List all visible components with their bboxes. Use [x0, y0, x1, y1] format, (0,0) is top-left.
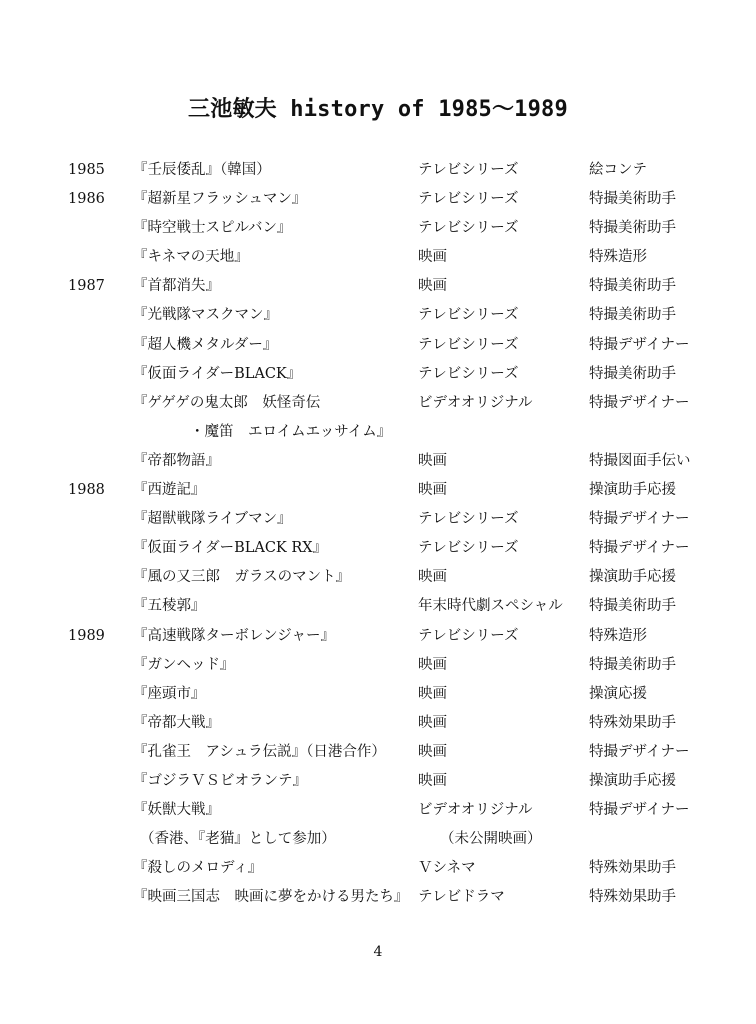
list-item: [0, 854, 756, 883]
role: 特撮美術助手: [589, 598, 676, 615]
work-title: 『映画三国志 映画に夢をかける男たち』: [133, 889, 409, 906]
work-title: 『西遊記』: [133, 482, 206, 499]
work-title: 『超獣戦隊ライブマン』: [133, 511, 292, 528]
media-type: 映画: [418, 452, 447, 469]
work-title: 『座頭市』: [133, 685, 206, 702]
media-type: テレビシリーズ: [418, 511, 519, 528]
role: 特撮デザイナー: [589, 540, 690, 557]
role: 特殊造形: [589, 627, 647, 644]
media-type: テレビシリーズ: [418, 220, 519, 237]
list-item: [0, 156, 756, 185]
media-type: ビデオオリジナル: [418, 802, 533, 819]
role: 絵コンテ: [589, 162, 647, 178]
role: 特撮デザイナー: [589, 394, 690, 411]
year: 1986: [68, 191, 105, 208]
media-type: テレビシリーズ: [418, 365, 519, 382]
role: 特撮美術助手: [589, 656, 676, 673]
work-title: 『殺しのメロディ』: [133, 860, 263, 877]
work-title: 『壬辰倭乱』（韓国）: [133, 162, 271, 178]
page-number: 4: [373, 944, 383, 960]
list-item: [0, 389, 756, 418]
media-type: ビデオオリジナル: [418, 394, 533, 411]
list-item: [0, 767, 756, 796]
year: 1988: [68, 482, 105, 499]
work-title: 『時空戦士スピルバン』: [133, 220, 292, 237]
work-title: 『首都消失』: [133, 278, 220, 295]
media-type: テレビドラマ: [418, 889, 505, 906]
role: 特撮美術助手: [589, 307, 676, 324]
media-type: テレビシリーズ: [418, 540, 519, 557]
list-item: [0, 360, 756, 389]
work-title: 『妖獣大戦』: [133, 802, 220, 819]
page-title: 三池敏夫 history of 1985～1989: [188, 97, 568, 122]
media-type: 映画: [418, 656, 447, 673]
media-type: 映画: [418, 278, 447, 295]
work-title: 『超新星フラッシュマン』: [133, 191, 307, 208]
work-title: ・魔笛 エロイムエッサイム』: [190, 423, 392, 440]
list-item: [0, 185, 756, 214]
media-type: 映画: [418, 569, 447, 586]
work-title: 『五稜郭』: [133, 598, 206, 615]
work-title: 『風の又三郎 ガラスのマント』: [133, 569, 351, 586]
work-title: 『超人機メタルダー』: [133, 336, 278, 353]
media-type: テレビシリーズ: [418, 191, 519, 208]
list-item: [0, 476, 756, 505]
work-title: 『ガンヘッド』: [133, 656, 235, 673]
work-title: 『孔雀王 アシュラ伝説』（日港合作）: [133, 743, 386, 760]
role: 特殊造形: [589, 249, 647, 266]
role: 特撮デザイナー: [589, 802, 690, 819]
role: 特撮デザイナー: [589, 743, 690, 760]
list-item: [0, 534, 756, 563]
list-item: [0, 272, 756, 301]
work-title: 『高速戦隊ターボレンジャー』: [133, 627, 335, 644]
list-item-note: [0, 825, 756, 854]
work-title: 『ゴジラＶＳビオランテ』: [133, 772, 307, 789]
media-type: 映画: [418, 743, 447, 760]
list-item: [0, 622, 756, 651]
filmography-list: [0, 156, 756, 912]
role: 特撮デザイナー: [589, 336, 690, 353]
media-type: （未公開映画）: [440, 831, 542, 848]
media-type: 映画: [418, 685, 447, 702]
list-item: [0, 680, 756, 709]
media-type: テレビシリーズ: [418, 162, 519, 178]
year: 1989: [68, 627, 105, 644]
list-item: [0, 243, 756, 272]
list-item: [0, 738, 756, 767]
list-item: [0, 563, 756, 592]
work-title: 『仮面ライダーBLACK』: [133, 365, 302, 382]
year: 1987: [68, 278, 105, 295]
role: 操演助手応援: [589, 482, 676, 499]
role: 特殊効果助手: [589, 860, 676, 877]
role: 特撮美術助手: [589, 278, 676, 295]
role: 操演応援: [589, 685, 647, 702]
work-title: 『光戦隊マスクマン』: [133, 307, 278, 324]
media-type: 映画: [418, 249, 447, 266]
media-type: テレビシリーズ: [418, 336, 519, 353]
list-item-continuation: [0, 418, 756, 447]
work-title: 『帝都大戦』: [133, 714, 220, 731]
role: 特撮美術助手: [589, 365, 676, 382]
list-item: [0, 883, 756, 912]
role: 特殊効果助手: [589, 889, 676, 906]
media-type: 年末時代劇スペシャル: [418, 598, 563, 615]
list-item: [0, 651, 756, 680]
role: 操演助手応援: [589, 569, 676, 586]
list-item: [0, 331, 756, 360]
role: 特殊効果助手: [589, 714, 676, 731]
list-item: [0, 301, 756, 330]
role: 特撮美術助手: [589, 191, 676, 208]
list-item: [0, 447, 756, 476]
role: 特撮美術助手: [589, 220, 676, 237]
work-title: 『仮面ライダーBLACK RX』: [133, 540, 328, 557]
list-item: [0, 505, 756, 534]
media-type: 映画: [418, 772, 447, 789]
media-type: 映画: [418, 714, 447, 731]
role: 特撮図面手伝い: [589, 452, 691, 469]
list-item: [0, 592, 756, 621]
media-type: テレビシリーズ: [418, 307, 519, 324]
year: 1985: [68, 162, 105, 178]
work-title: 『キネマの天地』: [133, 249, 249, 266]
work-title: （香港、『老猫』として参加）: [140, 831, 336, 848]
media-type: 映画: [418, 482, 447, 499]
media-type: テレビシリーズ: [418, 627, 519, 644]
work-title: 『帝都物語』: [133, 452, 220, 469]
role: 特撮デザイナー: [589, 511, 690, 528]
list-item: [0, 214, 756, 243]
role: 操演助手応援: [589, 772, 676, 789]
list-item: [0, 796, 756, 825]
list-item: [0, 709, 756, 738]
work-title: 『ゲゲゲの鬼太郎 妖怪奇伝: [133, 394, 321, 411]
media-type: Ｖシネマ: [418, 860, 476, 877]
